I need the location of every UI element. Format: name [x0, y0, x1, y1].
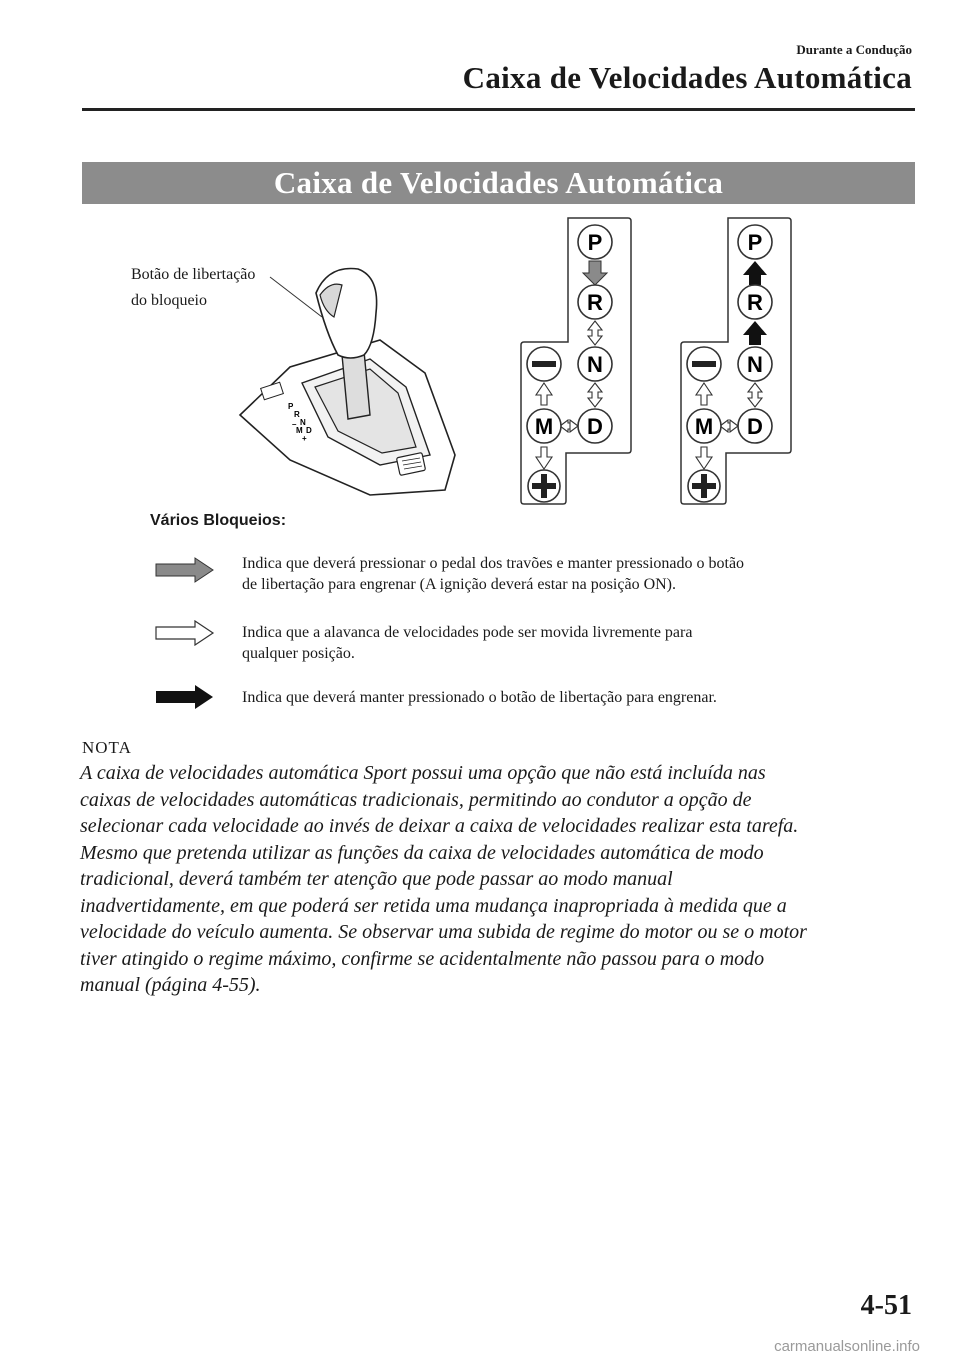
- svg-text:D: D: [747, 414, 763, 439]
- gear-d-icon: [738, 409, 772, 443]
- note-line: velocidade do veículo aumenta. Se observar uma subida de regime do motor ou se o motor: [80, 921, 807, 943]
- legend-text-line: qualquer posição.: [242, 645, 355, 662]
- callout-leader-line: [270, 277, 322, 317]
- plate-letter: R: [294, 410, 300, 419]
- shaded-arrow-icon: [155, 557, 215, 583]
- note-title: NOTA: [82, 738, 132, 757]
- plate-letter: –: [292, 420, 297, 429]
- gear-m-icon: [527, 409, 561, 443]
- outline-arrow-icon: [155, 620, 215, 646]
- svg-text:N: N: [747, 352, 763, 377]
- callout-line-1: Botão de libertação: [131, 266, 256, 283]
- svg-text:P: P: [587, 230, 603, 255]
- note-line: tiver atingido o regime máximo, confirme se acidentalmente não passou para o modo: [80, 947, 765, 970]
- svg-text:M: M: [534, 414, 554, 439]
- svg-text:D: D: [587, 414, 603, 439]
- legend-text-line: Indica que deverá manter pressionado o botão de libertação para engrenar.: [242, 689, 717, 706]
- gear-n-icon: [738, 347, 772, 381]
- watermark: carmanualsonline.info: [774, 1338, 920, 1355]
- minus-icon: [687, 347, 721, 381]
- legend-text-line: Indica que deverá pressionar o pedal dos travões e manter pressionado o botão: [242, 555, 745, 572]
- plate-letter: P: [288, 402, 294, 411]
- legend-text-line: de libertação para engrenar (A ignição deverá estar na posição ON).: [242, 576, 677, 593]
- note-line: inadvertidamente, em que poderá ser retida uma mudança inapropriada à medida que a: [80, 894, 787, 917]
- plate-letter: +: [302, 434, 307, 443]
- header-rule: [82, 108, 915, 111]
- svg-text:R: R: [587, 290, 603, 315]
- shift-gate-diagram-brake: [518, 215, 648, 507]
- svg-text:P: P: [747, 230, 763, 255]
- note-line: Mesmo que pretenda utilizar as funções da caixa de velocidades automática de modo: [80, 841, 764, 864]
- gear-p-icon: [738, 225, 772, 259]
- gear-r-icon: [738, 285, 772, 319]
- legend-item-outline: [242, 622, 882, 664]
- shift-gate-diagram-release: [678, 215, 808, 507]
- legend-title: Vários Bloqueios:: [150, 512, 287, 529]
- header-section-label: Durante a Condução: [796, 42, 912, 57]
- page-number: 4-51: [860, 1290, 912, 1321]
- plus-icon: [528, 470, 560, 502]
- minus-icon: [527, 347, 561, 381]
- plate-letter: N: [300, 418, 306, 427]
- gear-n-icon: [578, 347, 612, 381]
- note-line: caixas de velocidades automáticas tradicionais, permitindo ao condutor a opção de: [80, 788, 752, 811]
- svg-text:M: M: [694, 414, 714, 439]
- gear-r-icon: [578, 285, 612, 319]
- svg-text:N: N: [587, 352, 603, 377]
- plus-icon: [688, 470, 720, 502]
- note-line: tradicional, deverá também ter atenção que pode passar ao modo manual: [80, 868, 673, 890]
- note-line: A caixa de velocidades automática Sport possui uma opção que não está incluída nas: [80, 762, 766, 784]
- legend-item-shaded: [242, 553, 882, 595]
- plate-letter: D: [306, 426, 312, 435]
- section-banner: Caixa de Velocidades Automática: [82, 162, 915, 204]
- header-chapter-title: Caixa de Velocidades Automática: [462, 60, 912, 95]
- legend-item-solid: [242, 687, 882, 708]
- plate-letter: M: [296, 426, 303, 435]
- note-line: selecionar cada velocidade ao invés de deixar a caixa de velocidades realizar esta tarefa.: [80, 815, 799, 837]
- svg-text:R: R: [747, 290, 763, 315]
- note-body: [80, 760, 920, 999]
- gear-p-icon: [578, 225, 612, 259]
- gear-d-icon: [578, 409, 612, 443]
- callout-line-2: do bloqueio: [131, 292, 207, 309]
- gear-m-icon: [687, 409, 721, 443]
- shift-lever-illustration: [230, 255, 465, 500]
- note-line: manual (página 4-55).: [80, 974, 261, 996]
- legend-text-line: Indica que a alavanca de velocidades pode ser movida livremente para: [242, 624, 693, 641]
- lever-knob: [316, 269, 377, 359]
- solid-arrow-icon: [155, 684, 215, 710]
